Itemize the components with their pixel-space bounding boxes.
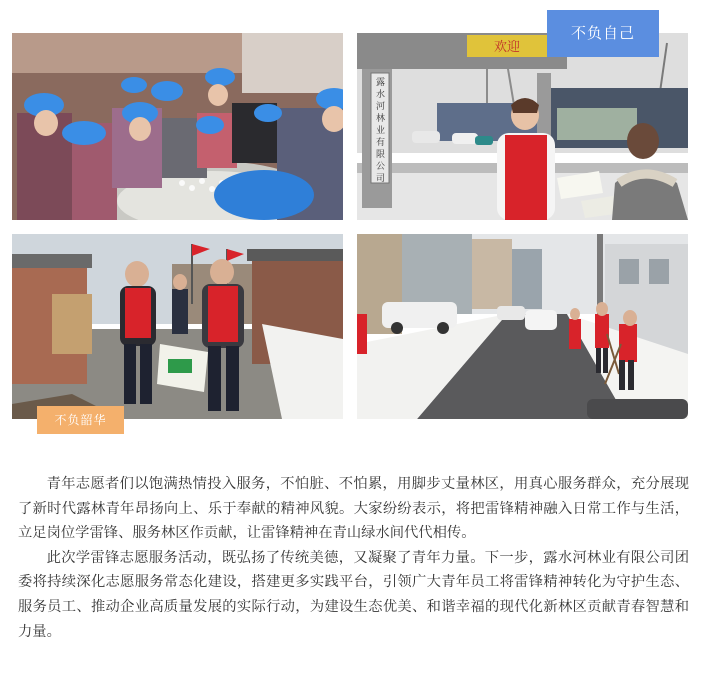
photo-leaflet-distribution (357, 33, 688, 220)
gate-sign-char: 露 (376, 78, 386, 88)
article-paragraph-2: 此次学雷锋志愿服务活动，既弘扬了传统美德，又凝聚了青年力量。下一步，露水河林业有限公司团委将持续深化志愿服务常态化建设，搭建更多实践平台，引领广大青年员工将雷锋精神转化为守护生态、服务员工、推动企业高质量发展的实际行动，为建设生态优美、和谐幸福的现代化新林区贡献青春智慧和力量。 (18, 549, 689, 640)
photo-dumpling-making (12, 33, 343, 220)
article-body (18, 472, 689, 644)
photo-snow-sweeping (357, 234, 688, 419)
tag-bufu-shaohua: 不负韶华 (37, 406, 124, 434)
article-paragraph-1: 青年志愿者们以饱满热情投入服务，不怕脏、不怕累，用脚步丈量林区，用真心服务群众，充分展现了新时代露林青年昂扬向上、乐于奉献的精神风貌。大家纷纷表示，将把雷锋精神融入日常工作与生活，立足岗位学雷锋、服务林区作贡献，让雷锋精神在青山绿水间代代相传。 (18, 476, 689, 542)
svg-text:露 水 河 林: 露 水 河 林 业 有 限 公 司 (376, 78, 386, 184)
tag-bufu-ziji: 不负自己 (547, 10, 659, 57)
svg-text:欢迎: 欢迎 (493, 40, 521, 55)
photo-rice-delivery (12, 234, 343, 419)
